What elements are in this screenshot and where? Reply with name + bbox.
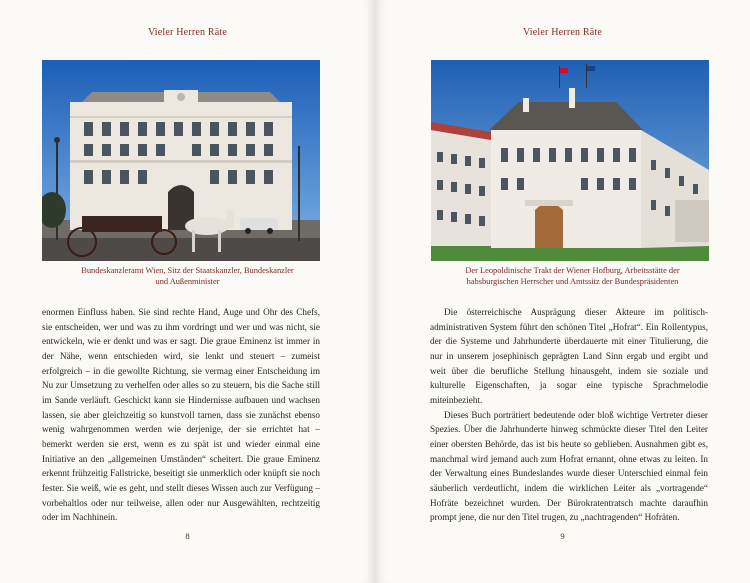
paragraph: Dieses Buch porträtiert bedeutende oder bloß wichtige Vertreter dieser Spezies. Über die Jahrhunderte hinweg schmückte dieser Titel den Leiter einer obersten Behörde, das ist bis heute so geblieben. Ausnahmen gibt es, manchmal wird jemand auch zum Hofrat ernannt, ohne etwas zu leiten. In der Verwaltung eines Bundeslandes wurde dieser Unterschied einmal fein säuberlich verdeutlicht, indem die wirklichen Leiter als „vortragende“ Hofräte bezeichnet wurden. Der Bürokratentratsch machte daraufhin prompt jene, die nur den Titel trugen, zu „nachtragenden“ Hofräten.: [430, 409, 708, 523]
photo-caption: [425, 266, 720, 287]
right-page: [375, 0, 750, 583]
running-head: Vieler Herren Räte: [522, 27, 603, 38]
body-text: [430, 305, 708, 525]
running-head: Vieler Herren Räte: [147, 27, 228, 38]
page-number: 8: [185, 531, 190, 541]
photo-bundeskanzleramt: [42, 60, 320, 261]
paragraph: Die österreichische Ausprägung dieser Akteure im politisch-administrativen System führt den schönen Titel „Hofrat“. Ein Rollentypus, der die Systeme und Jahrhunderte überdauerte mit einer Titulierung, die nur in unserem josephinisch geprägten Land Sinn ergab und ergibt und weit über die berufliche Stellung hinausgeht, indem sie soziale und kulturelle Eigenschaften, ja sogar eine typische Sprachmelodie miteinbezieht.: [430, 307, 708, 405]
caption-line: Der Leopoldinische Trakt der Wiener Hofburg, Arbeitsstätte der: [465, 266, 680, 275]
photo-caption: [40, 266, 335, 287]
photo-hofburg: [431, 60, 709, 261]
caption-line: habsburgischen Herrscher und Amtssitz der Bundespräsidenten: [466, 276, 679, 286]
page-number: 9: [560, 531, 565, 541]
caption-line: Bundeskanzleramt Wien, Sitz der Staatskanzler, Bundeskanzler: [81, 266, 294, 275]
body-text: [42, 305, 320, 525]
paragraph: enormen Einfluss haben. Sie sind rechte Hand, Auge und Ohr des Chefs, sie entscheiden, wer und was zu ihm vordringt und wer und was nicht, sie entwickeln, wie er denkt und was er sagt. Die graue Eminenz ist immer in der Nähe, wenn entschieden wird, sie lenkt und steuert – zumeist erfolgreich – in die gewollte Richtung, sie vermag einer Entscheidung im Nu zur Umsetzung zu verhelfen oder alles so zu steuern, bis die Sache still im Sande verläuft. Geschickt kann sie Hindernisse aufbauen und wachsen lassen, sie aber gleichzeitig so kunstvoll tarnen, dass sie zunächst ebenso wenig wahrgenommen werden wie derjenige, der sie errichtet hat – bemerkt werden sie erst, wenn es zu spät ist und wieder einmal eine Initiative an den „allgemeinen Umständen“ scheitert. Die graue Eminenz erkennt frühzeitig Fallstricke, beseitigt sie unmerklich oder knüpft sie noch fester. Sie weiß, wie es geht, und stellt dieses Wissen auch zur Verfügung – vorbehaltlos oder nur teilweise, allen oder nur Ausgewählten, rechtzeitig oder im Nachhinein.: [42, 307, 320, 523]
caption-line: und Außenminister: [155, 276, 220, 286]
